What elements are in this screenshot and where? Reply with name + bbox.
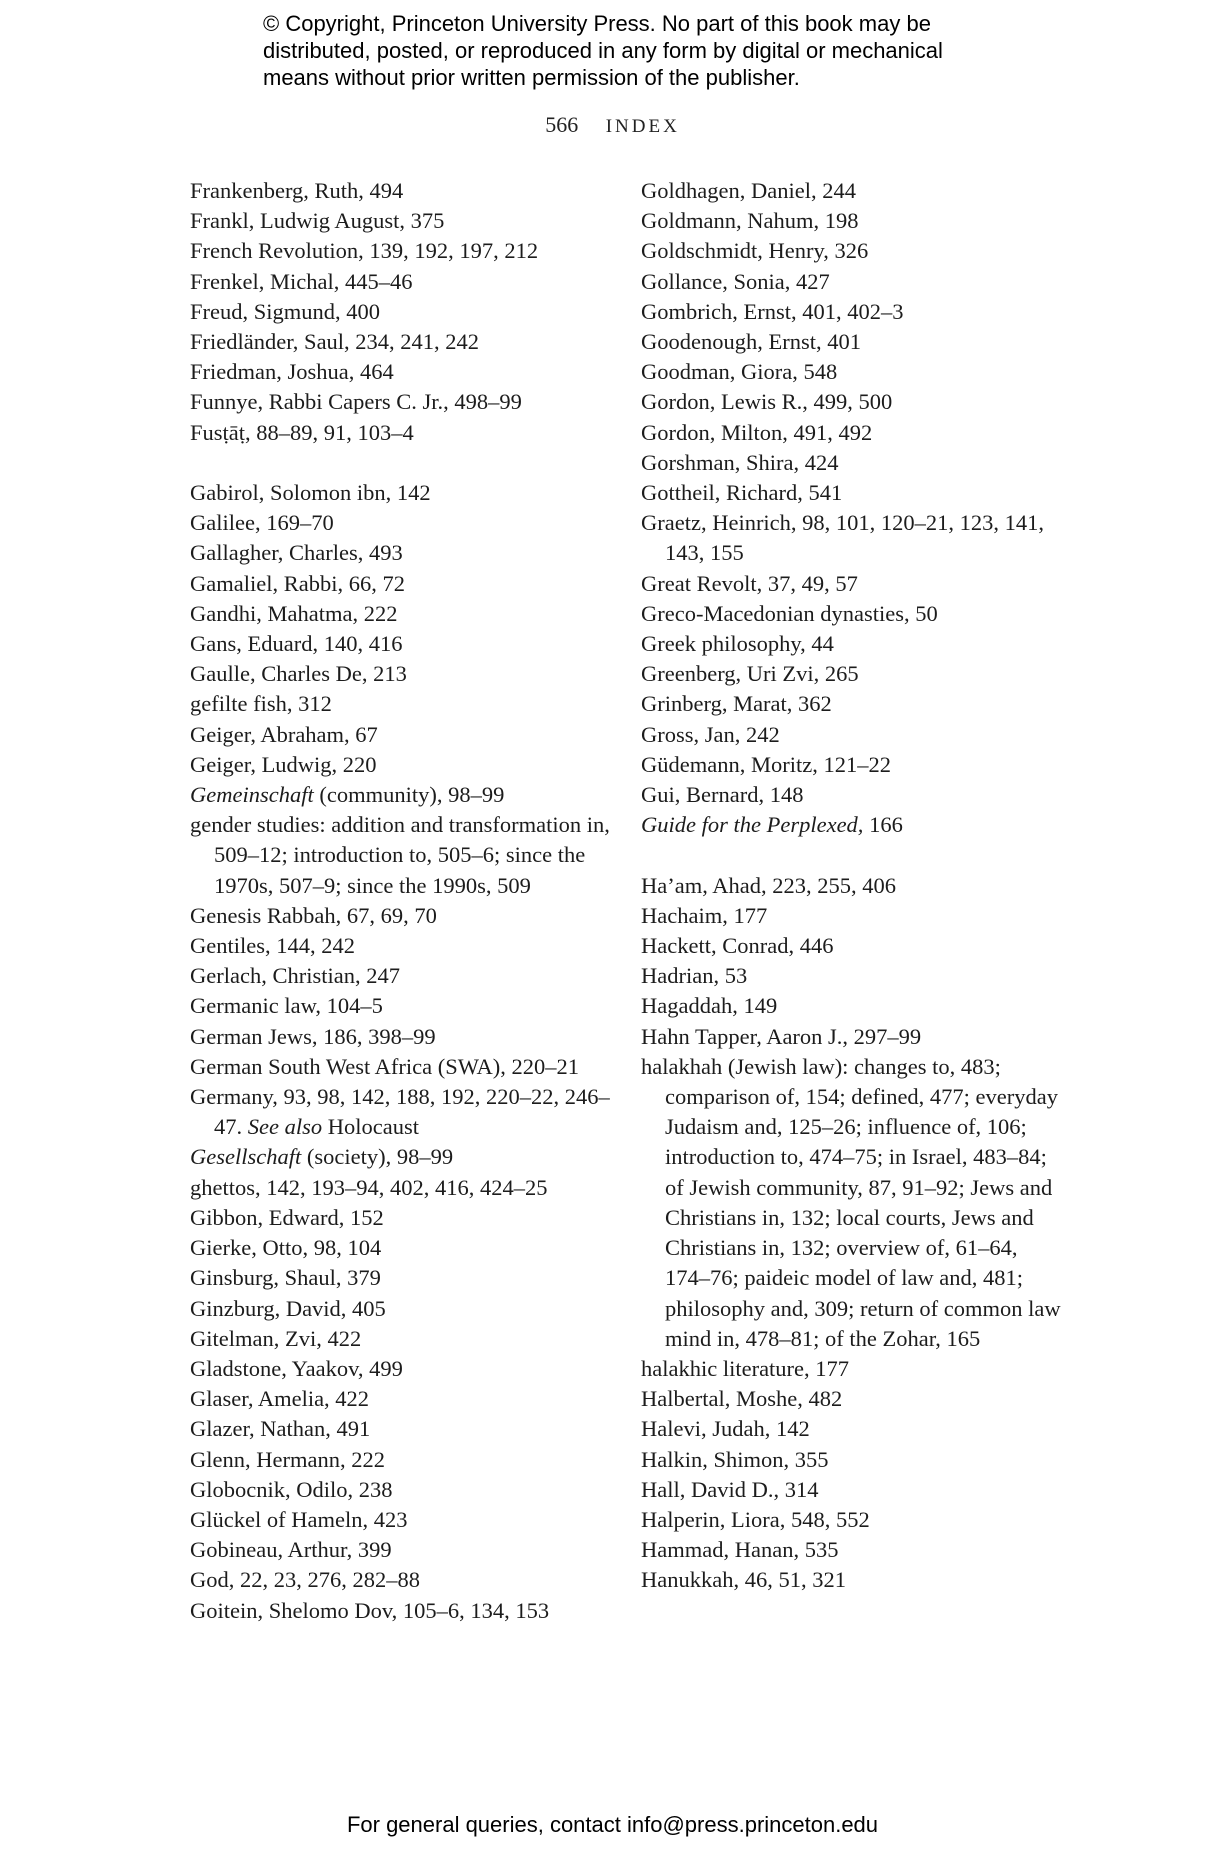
index-entry: gender studies: addition and transformation in, 509–12; introduction to, 505–6; since the 1970s, 507–9; since the 1990s, 509: [190, 812, 610, 898]
index-entry: Halperin, Liora, 548, 552: [641, 1506, 870, 1532]
index-entry: gefilte fish, 312: [190, 691, 332, 717]
index-entry: Gamaliel, Rabbi, 66, 72: [190, 570, 405, 596]
running-head: [0, 112, 1225, 138]
index-entry: French Revolution, 139, 192, 197, 212: [190, 238, 539, 264]
index-entry: Hall, David D., 314: [641, 1476, 819, 1502]
index-entry: Galilee, 169–70: [190, 510, 334, 536]
footer-contact: For general queries, contact info@press.princeton.edu: [346, 1812, 879, 1837]
index-entry: ghettos, 142, 193–94, 402, 416, 424–25: [190, 1174, 548, 1200]
index-entry: Frankenberg, Ruth, 494: [190, 178, 404, 203]
index-entry: Gross, Jan, 242: [641, 721, 780, 747]
index-entry: Hammad, Hanan, 535: [641, 1537, 839, 1563]
index-entry: Goodenough, Ernst, 401: [641, 329, 861, 355]
index-entry: Gans, Eduard, 140, 416: [190, 631, 403, 657]
index-entry: Gui, Bernard, 148: [641, 782, 804, 808]
index-entry: Glaser, Amelia, 422: [190, 1386, 370, 1412]
index-entry: Gierke, Otto, 98, 104: [190, 1235, 382, 1261]
index-entry: Greenberg, Uri Zvi, 265: [641, 661, 859, 687]
index-entry: Goitein, Shelomo Dov, 105–6, 134, 153: [190, 1597, 550, 1623]
index-entry: Gordon, Milton, 491, 492: [641, 419, 873, 445]
index-entry: Hachaim, 177: [641, 902, 768, 928]
index-entry: Gibbon, Edward, 152: [190, 1204, 384, 1230]
index-entry: Gabirol, Solomon ibn, 142: [190, 480, 431, 506]
index-column-right: [641, 176, 1061, 1596]
index-entry: Geiger, Abraham, 67: [190, 721, 378, 747]
index-entry: Güdemann, Moritz, 121–22: [641, 751, 891, 777]
index-entry: Goodman, Giora, 548: [641, 359, 838, 385]
index-entry: Gesellschaft (society), 98–99: [190, 1144, 454, 1170]
page-number: 566: [545, 112, 579, 137]
index-entry: Gordon, Lewis R., 499, 500: [641, 389, 893, 415]
index-entry: Greco-Macedonian dynasties, 50: [641, 600, 938, 626]
index-entry: Halbertal, Moshe, 482: [641, 1386, 843, 1412]
index-entry: Greek philosophy, 44: [641, 631, 834, 657]
index-entry: Friedländer, Saul, 234, 241, 242: [190, 329, 480, 355]
index-entry: Goldhagen, Daniel, 244: [641, 178, 856, 203]
index-entry: Hadrian, 53: [641, 963, 748, 989]
index-entry: Gitelman, Zvi, 422: [190, 1325, 362, 1351]
index-entry: Gemeinschaft (community), 98–99: [190, 782, 505, 808]
index-entry: Halkin, Shimon, 355: [641, 1446, 829, 1472]
index-entry: halakhah (Jewish law): changes to, 483; comparison of, 154; defined, 477; everyday Judaism and, 125–26; influence of, 106; introduction to, 474–75; in Israel, 483–84; of Jewish community, 87, 91–92; Jews and Christians in, 132; local courts, Jews and Christians in, 132; overview of, 61–64, 174–76; paideic model of law and, 481; philosophy and, 309; return of common law mind in, 478–81; of the Zohar, 165: [641, 1053, 1061, 1351]
index-entry: Gentiles, 144, 242: [190, 933, 355, 959]
index-entry: Guide for the Perplexed, 166: [641, 812, 903, 838]
index-entry: Goldschmidt, Henry, 326: [641, 238, 869, 264]
index-entry: Ginzburg, David, 405: [190, 1295, 386, 1321]
index-entry: Fusṭāṭ, 88–89, 91, 103–4: [190, 419, 414, 445]
index-entry: Gottheil, Richard, 541: [641, 480, 843, 506]
index-entry: Hackett, Conrad, 446: [641, 933, 834, 959]
index-entry: Ginsburg, Shaul, 379: [190, 1265, 381, 1291]
index-entry: Gaulle, Charles De, 213: [190, 661, 407, 687]
index-entry: Gladstone, Yaakov, 499: [190, 1355, 403, 1381]
index-entry: God, 22, 23, 276, 282–88: [190, 1567, 420, 1593]
index-entry: halakhic literature, 177: [641, 1355, 850, 1381]
index-entry: German Jews, 186, 398–99: [190, 1023, 436, 1049]
index-entry: German South West Africa (SWA), 220–21: [190, 1053, 579, 1079]
index-entry: Glazer, Nathan, 491: [190, 1416, 371, 1442]
index-entry: Gerlach, Christian, 247: [190, 963, 400, 989]
index-entry: Glenn, Hermann, 222: [190, 1446, 385, 1472]
index-entry: Globocnik, Odilo, 238: [190, 1476, 393, 1502]
index-entry: Gorshman, Shira, 424: [641, 449, 839, 475]
index-entry: Frenkel, Michal, 445–46: [190, 268, 413, 294]
index-entry: Glückel of Hameln, 423: [190, 1506, 408, 1532]
index-entry: Ha’am, Ahad, 223, 255, 406: [641, 872, 896, 898]
index-entry: Halevi, Judah, 142: [641, 1416, 810, 1442]
index-entry: Great Revolt, 37, 49, 57: [641, 570, 858, 596]
index-entry: Gollance, Sonia, 427: [641, 268, 830, 294]
index-entry: Frankl, Ludwig August, 375: [190, 208, 445, 234]
index-entry: Funnye, Rabbi Capers C. Jr., 498–99: [190, 389, 522, 415]
index-entry: Gobineau, Arthur, 399: [190, 1537, 392, 1563]
index-entry: Geiger, Ludwig, 220: [190, 751, 377, 777]
index-entry: Germany, 93, 98, 142, 188, 192, 220–22, 246–47. See also Holocaust: [190, 1084, 610, 1140]
index-entry: Genesis Rabbah, 67, 69, 70: [190, 902, 437, 928]
index-entry: Freud, Sigmund, 400: [190, 298, 381, 324]
section-title: INDEX: [605, 116, 680, 137]
index-entry: Germanic law, 104–5: [190, 993, 383, 1019]
copyright-notice: © Copyright, Princeton University Press. No part of this book may be distributed, posted, or reproduced in any form by digital or mechanical means without prior written permission of the publisher.: [263, 11, 943, 90]
index-column-left: [190, 176, 630, 1626]
index-entry: Gandhi, Mahatma, 222: [190, 600, 398, 626]
index-entry: Hagaddah, 149: [641, 993, 778, 1019]
letter-group-gap: [190, 448, 630, 478]
index-entry: Goldmann, Nahum, 198: [641, 208, 859, 234]
index-entry: Hanukkah, 46, 51, 321: [641, 1567, 846, 1593]
index-entry: Hahn Tapper, Aaron J., 297–99: [641, 1023, 922, 1049]
index-entry: Graetz, Heinrich, 98, 101, 120–21, 123, 141, 143, 155: [641, 510, 1045, 566]
index-entry: Gallagher, Charles, 493: [190, 540, 403, 566]
letter-group-gap: [641, 840, 1061, 870]
index-entry: Friedman, Joshua, 464: [190, 359, 394, 385]
index-entry: Grinberg, Marat, 362: [641, 691, 832, 717]
index-entry: Gombrich, Ernst, 401, 402–3: [641, 298, 904, 324]
